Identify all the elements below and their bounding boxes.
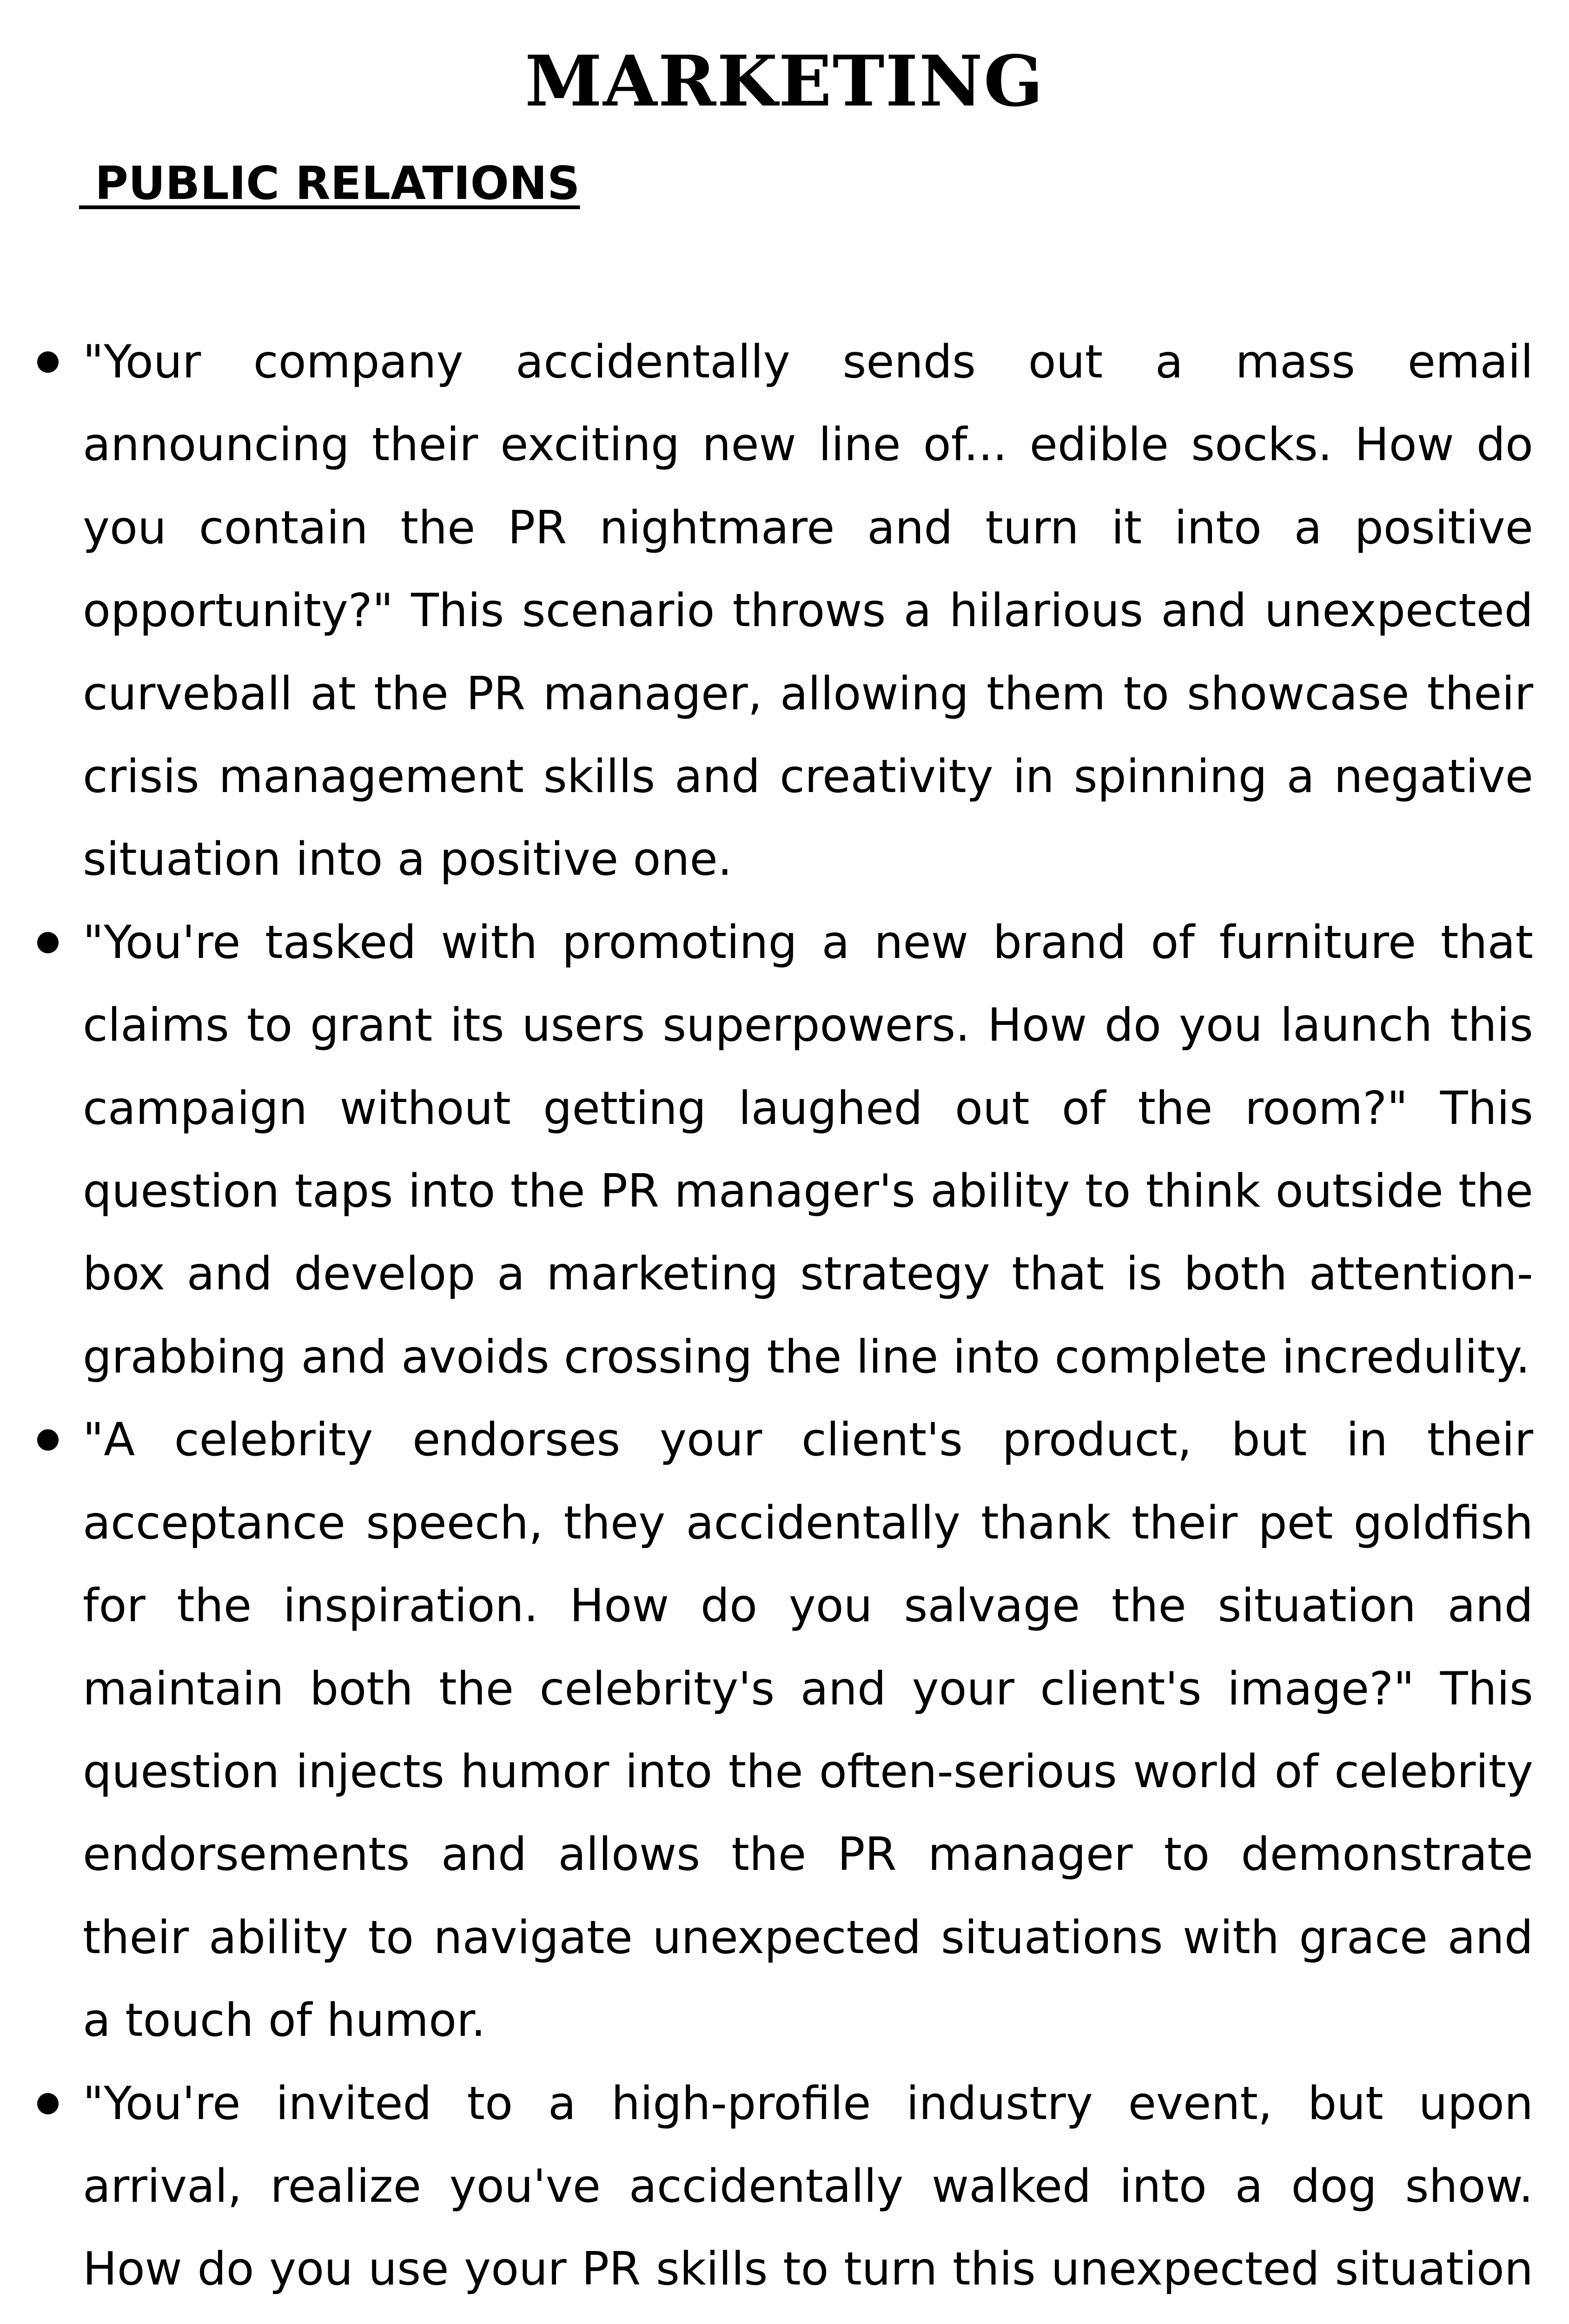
bullet-icon: [37, 2093, 59, 2114]
section-heading: PUBLIC RELATIONS: [79, 157, 580, 210]
bullet-icon: [37, 1429, 59, 1451]
question-list: [0, 321, 1569, 2324]
list-item-text: "You're invited to a high-profile industry event, but upon arrival, realize you've accidentally walked into a dog show. How do you use your PR skills to turn this unexpected situation: [83, 2077, 1533, 2296]
bullet-icon: [37, 932, 59, 953]
list-item: [83, 901, 1533, 1399]
page-title: MARKETING: [525, 40, 1044, 122]
bullet-icon: [37, 351, 59, 373]
list-item: [83, 1399, 1533, 2062]
list-item-text: "You're tasked with promoting a new brand of furniture that claims to grant its users superpowers. How do you launch this campaign without getting laughed out of the room?" This question taps into the PR manager's ability to think outside the box and develop a marketing strategy that is both attention-grabbing and avoids crossing the line into complete incredulity.: [83, 916, 1533, 1384]
list-item: [83, 2062, 1533, 2324]
list-item-text: "Your company accidentally sends out a mass email announcing their exciting new line of... edible socks. How do you contain the PR nightmare and turn it into a positive opportunity?" This scenario throws a hilarious and unexpected curveball at the PR manager, allowing them to showcase their crisis management skills and creativity in spinning a negative situation into a positive one.: [83, 336, 1533, 886]
list-item-text: "A celebrity endorses your client's product, but in their acceptance speech, they accidentally thank their pet goldfish for the inspiration. How do you salvage the situation and maintain both the celebrity's and your client's image?" This question injects humor into the often-serious world of celebrity endorsements and allows the PR manager to demonstrate their ability to navigate unexpected situations with grace and a touch of humor.: [83, 1413, 1533, 2047]
list-item: [83, 321, 1533, 901]
